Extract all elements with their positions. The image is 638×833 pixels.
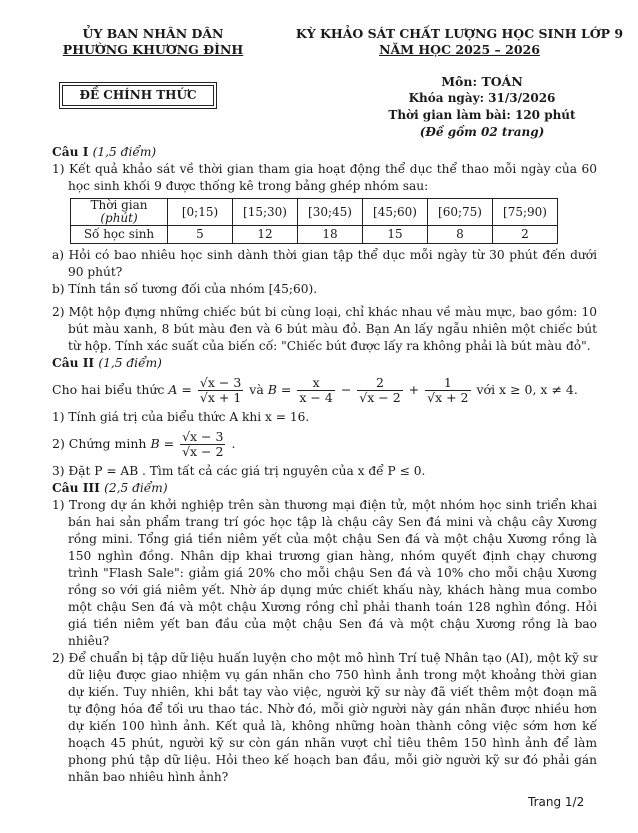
table-header-cell xyxy=(71,199,168,226)
q2-part2-fraction xyxy=(180,430,225,459)
count-cell: 5 xyxy=(168,226,233,244)
count-label-cell: Số học sinh xyxy=(71,226,168,244)
q2-part2-suffix: . xyxy=(231,436,236,451)
exam-title: KỲ KHẢO SÁT CHẤT LƯỢNG HỌC SINH LỚP 9 xyxy=(295,26,624,41)
interval-cell: [45;60) xyxy=(363,199,428,226)
expr-b-term1-num: x xyxy=(297,376,334,391)
subject: Môn: TOÁN xyxy=(441,74,523,89)
expr-a-denominator: √x + 1 xyxy=(199,390,242,405)
q3-part1: 1) Trong dự án khởi nghiệp trên sàn thương mại điện tử, một nhóm học sinh triển khai bán hai sản phẩm trang trí góc học tập là chậu cây Sen đá mini và chậu cây Xương rồng mini. Tổng giá tiền niêm yết của một chậu Sen đá và một chậu Xương rồng là 150 nghìn đồng. Nhân dịp khai trương gian hàng, nhóm quyết định chạy chương trình "Flash Sale": giảm giá 20% cho mỗi chậu Sen đá và 10% cho mỗi chậu Xương rồng so với giá niêm yết. Nhờ áp dụng mức chiết khấu này, khách hàng mua combo một chậu Sen đá và một chậu Xương rồng chỉ phải thanh toán 128 nghìn đồng. Hỏi giá tiền niêm yết ban đầu của một chậu Sen đá và một chậu Xương rồng là bao nhiêu? xyxy=(52,498,597,648)
expr-b-term1-den: x − 4 xyxy=(299,390,333,405)
time-unit: (phút) xyxy=(100,211,138,225)
table-row xyxy=(71,226,558,244)
interval-cell: [60;75) xyxy=(428,199,493,226)
interval-cell: [15;30) xyxy=(233,199,298,226)
school-year: NĂM HỌC 2025 – 2026 xyxy=(379,42,540,57)
q1-part1-b: b) Tính tần số tương đối của nhóm [45;60). xyxy=(52,282,318,296)
page-number: Trang 1/2 xyxy=(528,795,585,809)
expr-a-fraction xyxy=(198,376,243,405)
issuer-block xyxy=(48,26,258,58)
interval-cell: [0;15) xyxy=(168,199,233,226)
expr-a-lhs: A = xyxy=(168,382,192,397)
count-cell: 15 xyxy=(363,226,428,244)
count-cell: 8 xyxy=(428,226,493,244)
expr-b-term3 xyxy=(425,376,470,405)
expr-b-term2-den: √x − 2 xyxy=(359,390,401,405)
duration: Thời gian làm bài: 120 phút xyxy=(388,108,576,122)
interval-cell: [30;45) xyxy=(298,199,363,226)
count-cell: 18 xyxy=(298,226,363,244)
expr-b-term2 xyxy=(357,376,402,405)
q3-title: Câu III xyxy=(52,481,100,495)
expr-b-lhs: B = xyxy=(267,382,292,397)
plus-sign: + xyxy=(408,382,420,397)
official-stamp-box: ĐỀ CHÍNH THỨC xyxy=(62,85,214,106)
q2-part1: 1) Tính giá trị của biểu thức A khi x = 16. xyxy=(52,410,310,424)
grouped-frequency-table xyxy=(70,198,558,244)
q3-heading xyxy=(52,480,597,497)
domain-condition: với x ≥ 0, x ≠ 4. xyxy=(476,382,578,397)
exam-info xyxy=(372,73,592,141)
q1-points: (1,5 điểm) xyxy=(92,145,157,159)
and-word: và xyxy=(249,382,264,397)
minus-sign: − xyxy=(340,382,352,397)
pages-note: (Đề gồm 02 trang) xyxy=(419,125,545,139)
q2-part3: 3) Đặt P = AB . Tìm tất cả các giá trị nguyên của x để P ≤ 0. xyxy=(52,464,426,478)
q2-title: Câu II xyxy=(52,356,95,370)
exam-body xyxy=(52,144,597,786)
q1-part1-a: a) Hỏi có bao nhiêu học sinh dành thời gian tập thể dục mỗi ngày từ 30 phút đến dưới 90 phút? xyxy=(52,248,597,279)
exam-title-block xyxy=(292,26,627,58)
q2-part2-prefix: 2) Chứng minh xyxy=(52,436,147,451)
q2-part2-den: √x − 2 xyxy=(182,444,224,459)
exam-date: Khóa ngày: 31/3/2026 xyxy=(408,91,556,105)
q1-title: Câu I xyxy=(52,145,89,159)
q2-points: (1,5 điểm) xyxy=(98,356,162,370)
count-cell: 2 xyxy=(493,226,558,244)
table-row xyxy=(71,199,558,226)
q1-heading xyxy=(52,144,597,161)
q2-part2 xyxy=(52,430,597,459)
q2-expressions xyxy=(52,376,597,405)
expr-b-term3-den: √x + 2 xyxy=(427,390,469,405)
q3-points: (2,5 điểm) xyxy=(104,481,168,495)
interval-cell: [75;90) xyxy=(493,199,558,226)
expr-b-term2-num: 2 xyxy=(357,376,402,391)
expr-a-numerator: √x − 3 xyxy=(199,375,242,390)
q2-intro: Cho hai biểu thức xyxy=(52,382,165,397)
q2-heading xyxy=(52,355,597,372)
expr-b-term3-num: 1 xyxy=(425,376,470,391)
q2-part2-num: √x − 3 xyxy=(182,429,224,444)
time-label: Thời gian xyxy=(90,198,148,212)
count-cell: 12 xyxy=(233,226,298,244)
q1-part1: 1) Kết quả khảo sát về thời gian tham gia hoạt động thể dục thể thao mỗi ngày của 60 học sinh khối 9 được thống kê trong bảng ghép nhóm sau: xyxy=(52,162,597,193)
issuer-line1: ỦY BAN NHÂN DÂN xyxy=(82,26,224,41)
q3-part2: 2) Để chuẩn bị tập dữ liệu huấn luyện cho một mô hình Trí tuệ Nhân tạo (AI), một kỹ sư dữ liệu được giao nhiệm vụ gán nhãn cho 750 hình ảnh trong một khoảng thời gian dự kiến. Tuy nhiên, khi bắt tay vào việc, người kỹ sư này đã viết thêm một đoạn mã tự động hóa để tối ưu thao tác. Nhờ đó, mỗi giờ người này gán nhãn được nhiều hơn dự kiến 100 hình ảnh. Kết quả là, không những hoàn thành công việc sớm hơn kế hoạch 45 phút, người kỹ sư còn gán nhãn vượt chỉ tiêu thêm 150 hình ảnh để làm phong phú tập dữ liệu. Hỏi theo kế hoạch ban đầu, mỗi giờ người kỹ sư đó phải gán nhãn bao nhiêu hình ảnh? xyxy=(52,651,597,784)
issuer-line2: PHƯỜNG KHƯƠNG ĐÌNH xyxy=(62,42,244,57)
q1-part2: 2) Một hộp đựng những chiếc bút bi cùng loại, chỉ khác nhau về màu mực, bao gồm: 10 bút màu xanh, 8 bút màu đen và 6 bút màu đỏ. Bạn An lấy ngẫu nhiên một chiếc bút từ hộp. Tính xác suất của biến cố: "Chiếc bút được lấy ra không phải là bút màu đỏ". xyxy=(52,305,597,353)
expr-b-term1 xyxy=(297,376,334,405)
q2-part2-lhs: B = xyxy=(150,436,175,451)
